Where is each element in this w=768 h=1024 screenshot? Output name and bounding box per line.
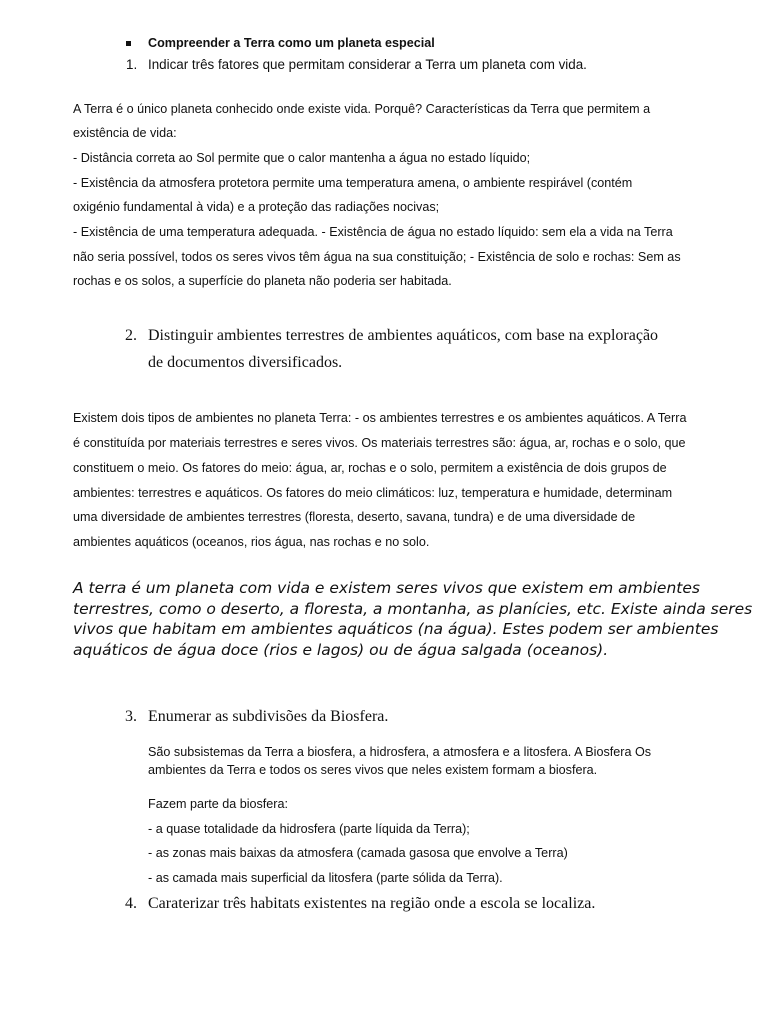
paragraph-line: aquáticos de água doce (rios e lagos) ou de água salgada (oceanos). [73,641,609,659]
paragraph-line: São subsistemas da Terra a biosfera, a hidrosfera, a atmosfera e a litosfera. A Biosfera Os [148,745,652,759]
paragraph-line: A terra é um planeta com vida e existem seres vivos que existem em ambientes [73,579,700,597]
paragraph-line: rochas e os solos, a superfície do planeta não poderia ser habitada. [73,274,452,288]
item-2-number: 2. [125,327,137,344]
list-item: - a quase totalidade da hidrosfera (parte líquida da Terra); [148,822,470,836]
list-item: - as camada mais superficial da litosfera (parte sólida da Terra). [148,871,503,885]
list-item: - as zonas mais baixas da atmosfera (camada gasosa que envolve a Terra) [148,846,568,860]
item-3-text: Enumerar as subdivisões da Biosfera. [148,708,389,725]
paragraph-line: ambientes aquáticos (oceanos, rios água, nas rochas e no solo. [73,535,430,549]
item-2-line: de documentos diversificados. [148,354,343,371]
section-heading: Compreender a Terra como um planeta especial [148,36,435,50]
paragraph-line: - Distância correta ao Sol permite que o calor mantenha a água no estado líquido; [73,151,531,165]
item-4-number: 4. [125,895,137,912]
paragraph-line: constituem o meio. Os fatores do meio: água, ar, rochas e o solo, permitem a existência de dois grupos de [73,461,667,475]
paragraph-line: ambientes: terrestres e aquáticos. Os fatores do meio climáticos: luz, temperatura e humidade, determinam [73,486,673,500]
item-1-text: Indicar três fatores que permitam considerar a Terra um planeta com vida. [148,57,587,72]
item-2-line: Distinguir ambientes terrestres de ambientes aquáticos, com base na exploração [148,327,659,344]
paragraph-line: não seria possível, todos os seres vivos têm água na sua constituição; - Existência de solo e rochas: Sem as [73,250,681,264]
paragraph-line: uma diversidade de ambientes terrestres (floresta, deserto, savana, tundra) e de uma diversidade de [73,510,636,524]
paragraph-line: ambientes da Terra e todos os seres vivos que neles existem formam a biosfera. [148,763,598,777]
item-4-text: Caraterizar três habitats existentes na região onde a escola se localiza. [148,895,596,912]
square-bullet-icon [126,41,131,46]
paragraph-line: é constituída por materiais terrestres e seres vivos. Os materiais terrestres são: água, ar, rochas e o solo, que [73,436,686,450]
item-3-number: 3. [125,708,137,725]
paragraph-line: - Existência da atmosfera protetora permite uma temperatura amena, o ambiente respirável (contém [73,176,633,190]
item-1-number: 1. [126,57,138,72]
paragraph-line: - Existência de uma temperatura adequada. - Existência de água no estado líquido: sem ela a vida na Terra [73,225,673,239]
paragraph-line: A Terra é o único planeta conhecido onde existe vida. Porquê? Características da Terra que permitem a [73,102,651,116]
paragraph-line: vivos que habitam em ambientes aquáticos (na água). Estes podem ser ambientes [73,620,719,638]
paragraph-line: existência de vida: [73,126,177,140]
paragraph-line: Existem dois tipos de ambientes no planeta Terra: - os ambientes terrestres e os ambientes aquáticos. A Terra [73,411,687,425]
paragraph-line: oxigénio fundamental à vida) e a proteção das radiações nocivas; [73,200,440,214]
list-heading: Fazem parte da biosfera: [148,797,289,811]
paragraph-line: terrestres, como o deserto, a floresta, a montanha, as planícies, etc. Existe ainda seres [73,600,753,618]
